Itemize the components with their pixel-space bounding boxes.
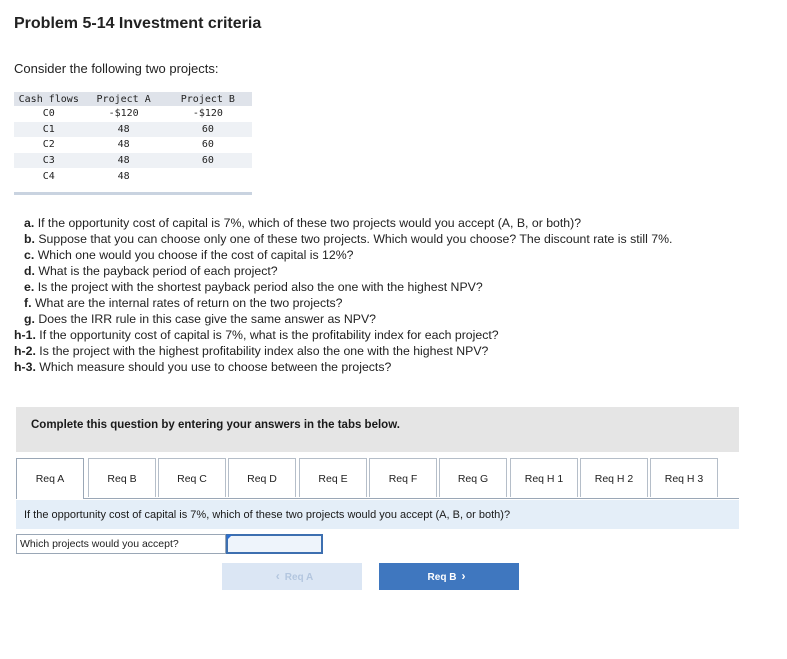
cash-flows-table <box>14 92 252 184</box>
question-item <box>14 247 774 263</box>
tab-req-b[interactable]: Req B <box>88 458 156 497</box>
question-text: If the opportunity cost of capital is 7%, what is the profitability index for each project? <box>39 328 499 342</box>
project-b-value: 60 <box>164 122 252 138</box>
question-item <box>14 231 774 247</box>
question-text: What is the payback period of each project? <box>38 264 278 278</box>
next-req-button[interactable] <box>379 563 519 590</box>
chevron-right-icon: › <box>461 569 466 583</box>
banner-text: Complete this question by entering your answers in the tabs below. <box>31 419 400 431</box>
requirement-tabs <box>16 458 739 499</box>
question-id: b. <box>24 232 35 246</box>
table-header-row <box>14 92 252 106</box>
question-item <box>14 279 774 295</box>
question-item <box>14 311 774 327</box>
project-a-value: 48 <box>84 122 164 138</box>
tab-req-f[interactable]: Req F <box>369 458 437 497</box>
project-a-value: -$120 <box>108 108 139 120</box>
chevron-left-icon: ‹ <box>275 569 280 583</box>
question-item <box>14 343 774 359</box>
cash-flow-label: C1 <box>14 122 84 138</box>
question-item <box>14 295 774 311</box>
question-text: Which one would you choose if the cost of capital is 12%? <box>37 248 354 262</box>
question-text: Which measure should you use to choose between the projects? <box>39 360 392 374</box>
answer-row <box>16 534 323 554</box>
answer-input[interactable] <box>226 534 323 554</box>
table-row <box>14 106 252 122</box>
question-text: Is the project with the shortest payback period also the one with the highest NPV? <box>37 280 483 294</box>
question-id: h-1. <box>14 328 36 342</box>
project-a-value: 48 <box>117 170 130 182</box>
cash-flow-label: C3 <box>14 153 84 169</box>
question-text: Is the project with the highest profitability index also the one with the highest NPV? <box>39 344 489 358</box>
question-id: c. <box>24 248 35 262</box>
cash-flow-label: C4 <box>42 170 55 182</box>
cash-flow-label: C0 <box>42 108 55 120</box>
project-a-value: 48 <box>84 153 164 169</box>
tab-req-h2[interactable]: Req H 2 <box>580 458 648 497</box>
question-id: h-3. <box>14 360 36 374</box>
question-id: d. <box>24 264 35 278</box>
project-b-value: 60 <box>201 139 214 151</box>
question-id: g. <box>24 312 35 326</box>
table-row <box>14 122 252 138</box>
prompt-text: If the opportunity cost of capital is 7%, which of these two projects would you accept (A, B, or both)? <box>24 509 511 521</box>
table-divider <box>14 192 252 195</box>
column-header: Cash flows <box>14 92 84 106</box>
question-item <box>14 359 774 375</box>
question-list <box>14 215 774 375</box>
question-text: If the opportunity cost of capital is 7%, which of these two projects would you accept (A, B, or both)? <box>37 216 582 230</box>
tab-req-c[interactable]: Req C <box>158 458 226 497</box>
question-id: f. <box>24 296 32 310</box>
question-item <box>14 215 774 231</box>
project-a-value: 48 <box>117 139 130 151</box>
active-cell-marker-icon <box>227 535 232 540</box>
tab-req-e[interactable]: Req E <box>299 458 367 497</box>
tab-req-h3[interactable]: Req H 3 <box>650 458 718 497</box>
project-b-value: -$120 <box>192 108 223 120</box>
tab-req-d[interactable]: Req D <box>228 458 296 497</box>
answer-label: Which projects would you accept? <box>16 534 226 554</box>
page-title: Problem 5-14 Investment criteria <box>14 15 262 32</box>
question-id: a. <box>24 216 35 230</box>
tab-req-a[interactable]: Req A <box>16 458 84 499</box>
table-row <box>14 168 252 184</box>
question-text: Does the IRR rule in this case give the same answer as NPV? <box>38 312 376 326</box>
tab-req-g[interactable]: Req G <box>439 458 507 497</box>
next-button-label: Req B <box>427 572 457 583</box>
table-row <box>14 153 252 169</box>
prev-req-button[interactable] <box>222 563 362 590</box>
column-header: Project A <box>84 92 164 106</box>
cash-flow-label: C2 <box>42 139 55 151</box>
column-header: Project B <box>164 92 252 106</box>
question-text: What are the internal rates of return on the two projects? <box>34 296 343 310</box>
table-row <box>14 137 252 153</box>
question-item <box>14 327 774 343</box>
project-b-value <box>164 168 252 184</box>
instructions-banner <box>16 407 739 452</box>
question-id: e. <box>24 280 35 294</box>
prev-button-label: Req A <box>284 572 314 583</box>
tab-req-h1[interactable]: Req H 1 <box>510 458 578 497</box>
intro-text: Consider the following two projects: <box>14 61 219 76</box>
question-text: Suppose that you can choose only one of these two projects. Which would you choose? The discount rate is still 7%. <box>38 232 673 246</box>
requirement-prompt <box>16 500 739 529</box>
project-b-value: 60 <box>164 153 252 169</box>
question-id: h-2. <box>14 344 36 358</box>
question-item <box>14 263 774 279</box>
